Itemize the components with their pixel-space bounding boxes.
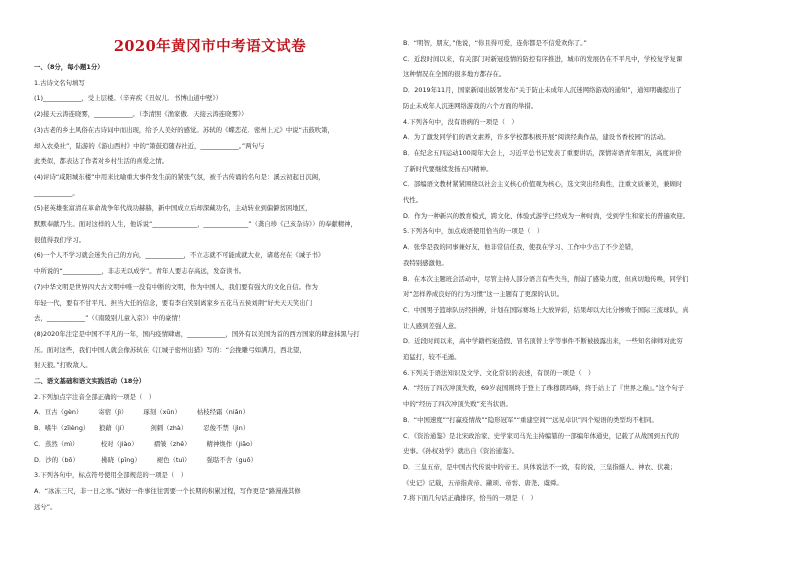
text-line: 了新时代要继续发扬五四精神。: [403, 164, 493, 173]
text-line: (7)中华文明是世界四大古文明中唯一没有中断的文明，作为中国人，我们要有强大的文化自信。作为: [34, 282, 318, 291]
text-line: C．蒸然（mì） 校对（jiào） 褶皱（zhě） 精神焕作（jiāo）: [34, 439, 257, 448]
text-line: 我特别感激他。: [403, 258, 448, 267]
text-line: 此类似，都表达了作者对乡村生活的喜爱之情。: [34, 157, 169, 166]
text-line: 让人感到差强人意。: [403, 321, 461, 330]
text-line: C．近段时间以来，有关部门对新冠疫情的防控有序推进，城市的发展仍在不平凡中，学校复学复课: [403, 54, 683, 63]
text-line: 却入农桑社”，陆游的《游山西村》中的“箫鼓追随春社近，____________。”两句与: [34, 141, 265, 150]
section-heading: 二、语文基础和语文实践活动（18分）: [34, 377, 146, 385]
text-line: 中所说的“____________，非志无以成学”。青年人要志存高远，发奋读书。: [34, 267, 246, 276]
text-line: 年轻一代，要有不甘平凡、担当大任的信念，要有李白笑别离家乡五花马五侯刘荆“好夫天天笑出门: [34, 298, 313, 307]
text-line: D．2019年11月，国家新闻出版署发布“关于防止未成年人沉迷网络游戏的通知”，通知明确提出了: [403, 86, 682, 95]
text-line: A．“冰冻三尺，非一日之寒。”做好一件事往往需要一个长期的积累过程，写作更是“路漫漫其修: [34, 486, 301, 495]
text-line: D．近段时间以来，高中学籍档案造假、冒名顶替上学等事件不断被披露出来，一些知名律师对此穷: [403, 337, 683, 346]
text-line: 4.下列各句中，没有语病的一项是（ ）: [403, 117, 518, 126]
text-line: 这种情况在全国的很多地方都存在。: [403, 70, 506, 79]
text-line: 射天狼。”打败敌人。: [34, 361, 92, 370]
text-line: D．沙的（bō） 拂晓（pīng） 褪色（tuì） 强聒不舍（guō）: [34, 455, 257, 464]
text-line: B．“明智，朋友，”他说，“你且得可爱，连你都是不信爱欢你了。”: [403, 39, 587, 47]
text-line: 远兮”。: [34, 502, 57, 511]
text-line: 《史记》记载，五帝指黄帝、颛顼、帝喾、唐尧、虞舜。: [403, 478, 563, 487]
text-line: (1)____________，受上层楼。（辛弃疾《丑奴儿．书博山道中壁》）: [34, 94, 222, 103]
text-line: C．《资治通鉴》是北宋政治家、史学家司马光主持编纂的一部编年体通史，记载了从战国到五代的: [403, 431, 680, 440]
text-line: 默默奉献乃生。面对这样的人生，他诉说“______________，______________”（龚自珍《己亥杂诗》）的奉献精神，: [34, 220, 357, 228]
text-line: C．中国男子篮球队历经拼搏，计划在国际赛场上大放异彩，结果却以大比分惨败于国际三流球队，真: [403, 305, 689, 314]
text-line: (6)一个人不学习就会迷失自己的方向，____________，不立志就不可能成就大业，诸葛亮在《诫子书》: [34, 251, 325, 260]
text-line: 追猛打，较不毛遁。: [403, 353, 461, 361]
text-line: 史事。《孙权劝学》就出自《资治通鉴》。: [403, 447, 519, 456]
text-line: 防止未成年人沉迷网络游戏的六个方面的举措。: [403, 101, 538, 110]
text-line: 3.下列各句中，标点符号使用全部规范的一项是（ ）: [34, 471, 188, 480]
text-line: B．“中国速度”“打赢疫情战”“隐形冠军”“重建空间”“远见卓识”四个短语的类型均不相同。: [403, 415, 658, 424]
text-line: (2)接天云涛连晓雾，____________。（李清照《渔家傲．天接云涛连晓雾》）: [34, 110, 248, 119]
text-line: 1.古诗文名句填写: [34, 78, 85, 87]
text-line: 去，____________”（《南陵别儿童入京》）中的豪情！: [34, 314, 185, 323]
text-line: 对“怎样养成良好的行为习惯”这一主题有了更深的认识。: [403, 290, 563, 299]
text-line: 很值得我们学习。: [34, 235, 86, 244]
text-line: 2.下列加点字注音全部正确的一项是（ ）: [34, 392, 156, 401]
text-line: B．嗜牛（zīlèng） 狼藉（jí） 剑刺（zhà） 忍俊不禁（jìn）: [34, 424, 250, 433]
text-line: (3)古老的乡土风俗在古诗词中而出现，给予人美好的感觉。苏轼的《蝶恋花．密州上元》中说“击鼓吹箫，: [34, 125, 334, 134]
exam-title: 2020年黄冈市中考语文试卷: [113, 38, 307, 55]
text-line: A．“经历了四次冲顶失败，69岁袁国则终于登上了珠穆朗玛峰，终于站上了『世界之巅』。”这个句子: [403, 384, 685, 393]
text-line: B．在纪念五四运动100周年大会上，习近平总书记发表了重要讲话，深情寄语青年朋友，高度评价: [403, 148, 682, 157]
text-line: A．张华是我的同事兼好友，他非常信任我，使我在学习、工作中少出了不少差错，: [403, 243, 638, 252]
text-line: 代性。: [403, 196, 423, 204]
text-line: 5.下列各句中，加点成语使用恰当的一项是（ ）: [403, 227, 544, 236]
text-line: 6.下列关于语法知识及文学、文化常识的表述，有误的一项是（ ）: [403, 368, 595, 377]
text-line: (8)2020年注定是中国不平凡的一年，国内疫情肆虐，____________，国外有以美国为首的西方国家的肆意抹黑与打: [34, 329, 360, 338]
text-line: (5)老英雄张富清在革命战争年代战功赫赫，新中国成立后却深藏功名，主动转业到偏僻贫困地区，: [34, 204, 312, 213]
text-line: ____________。: [34, 188, 79, 197]
text-line: B．在本次主题班会活动中，尽管主持人部分语言有些失当，削弱了感染力度，但真切地传唤，同学们: [403, 274, 689, 283]
text-line: C．部编语文教材紧紧围绕以社会主义核心价值观为核心，选文突出经典性，注重文质兼美，兼顾时: [403, 180, 683, 189]
text-line: 中的“经历了四次冲顶失败”充当状语。: [403, 400, 512, 409]
text-line: 7.将下面几句话正确排序，恰当的一项是（ ）: [403, 494, 537, 503]
text-line: (4)评诗“咸阳城东楼”中用来比喻重大事件发生前的紧张气氛，被千古传诵的名句是：溪云初起日沉阁，: [34, 172, 325, 181]
text-line: A．亘古（gèn） 寄宿（jì） 琢刻（xūn） 枯枝经霜（niǎn）: [34, 408, 249, 417]
text-line: A．为了激发同学们的语文素养，许多学校都积极开展“阅读经典作品，建设书香校园”的活动。: [403, 133, 670, 142]
text-line: D．作为一种新兴的教育模式，跨文化、体验式游学已经成为一种时尚，受到学生和家长的普遍欢迎。: [403, 211, 690, 220]
text-line: D．三皇五帝，是中国古代传说中的帝王。具体说法不一致，有的说，三皇指燧人、神农、伏羲；: [403, 462, 677, 471]
section-heading: 一、（8分，每小题1分）: [34, 63, 104, 71]
text-line: 压。面对这些，我们中国人就会像苏轼在《江城子密州出猎》写的：“会挽雕弓如满月，西北望，: [34, 345, 306, 354]
